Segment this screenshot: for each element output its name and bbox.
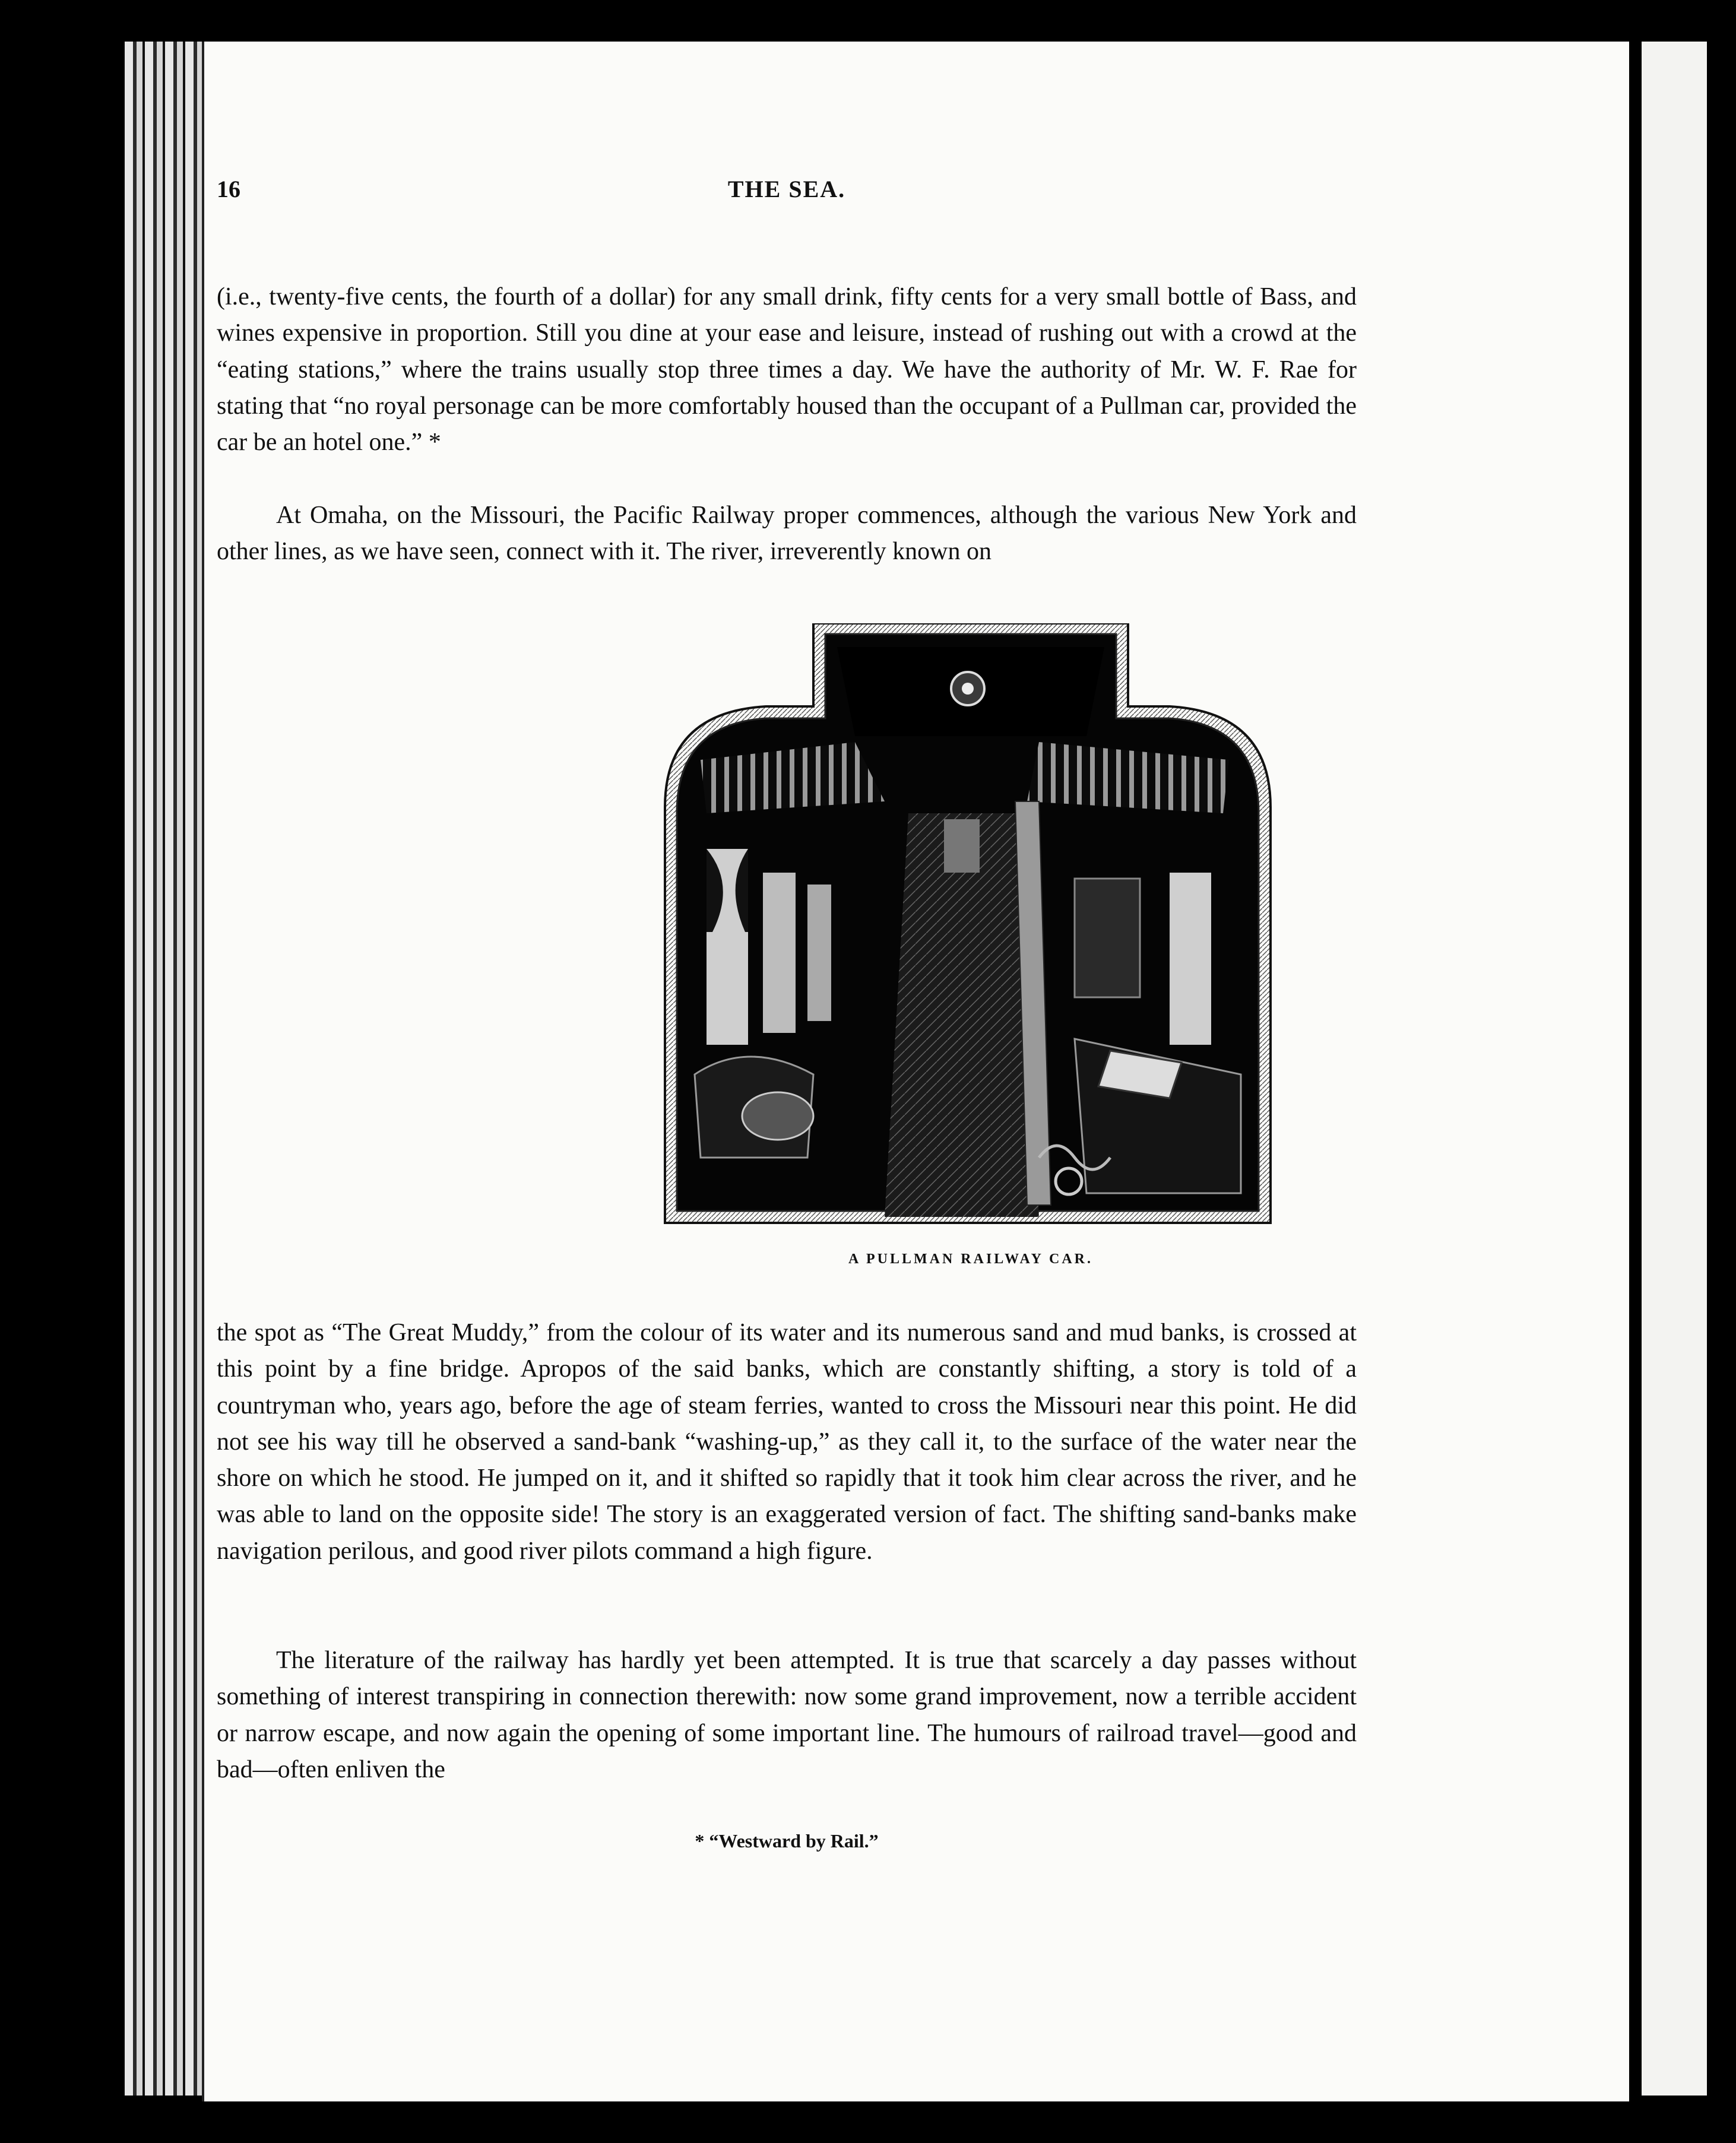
- running-head: THE SEA.: [727, 176, 846, 202]
- paragraph-3: the spot as “The Great Muddy,” from the colour of its water and its numerous sand and mud banks, is crossed at this point by a fine bridge. Apropos of the said banks, which are constantly shifting, a story is told of a countryman who, years ago, before the age of steam ferries, wanted to cross the Missouri near this point. He did not see his way till he observed a sand-bank “washing-up,” as they call it, to the surface of the water near the shore on which he stood. He jumped on it, and it shifted so rapidly that it took him clear across the river, and he was able to land on the opposite side! The story is an exaggerated version of fact. The shifting sand-banks make navigation perilous, and good river pilots command a high figure.: [217, 1319, 1357, 1565]
- page-number: 16: [217, 176, 240, 202]
- pullman-car-engraving: [659, 623, 1282, 1229]
- illustration-caption: A PULLMAN RAILWAY CAR.: [848, 1251, 1094, 1267]
- footnote: * “Westward by Rail.”: [695, 1830, 879, 1852]
- facing-page-edge: [1636, 42, 1707, 2096]
- paragraph-1: (i.e., twenty-five cents, the fourth of a dollar) for any small drink, fifty cents for a very small bottle of Bass, and wines expensive in proportion. Still you dine at your ease and leisure, instead of rushing out with a crowd at the “eating stations,” where the trains usually stop three times a day. We have the authority of Mr. W. F. Rae for stating that “no royal personage can be more comfortably housed than the occupant of a Pullman car, provided the car be an hotel one.” *: [217, 283, 1357, 457]
- book-page-edges: [125, 42, 202, 2096]
- paragraph-2: At Omaha, on the Missouri, the Pacific Railway proper commences, although the various New York and other lines, as we have seen, connect with it. The river, irreverently known on: [217, 502, 1357, 566]
- paragraph-4: The literature of the railway has hardly yet been attempted. It is true that scarcely a day passes without something of interest transpiring in connection therewith: now some grand improvement, now a terrible accident or narrow escape, and now again the opening of some important line. The humours of railroad travel—good and bad—often enliven the: [217, 1647, 1357, 1783]
- page-header: [217, 175, 1357, 217]
